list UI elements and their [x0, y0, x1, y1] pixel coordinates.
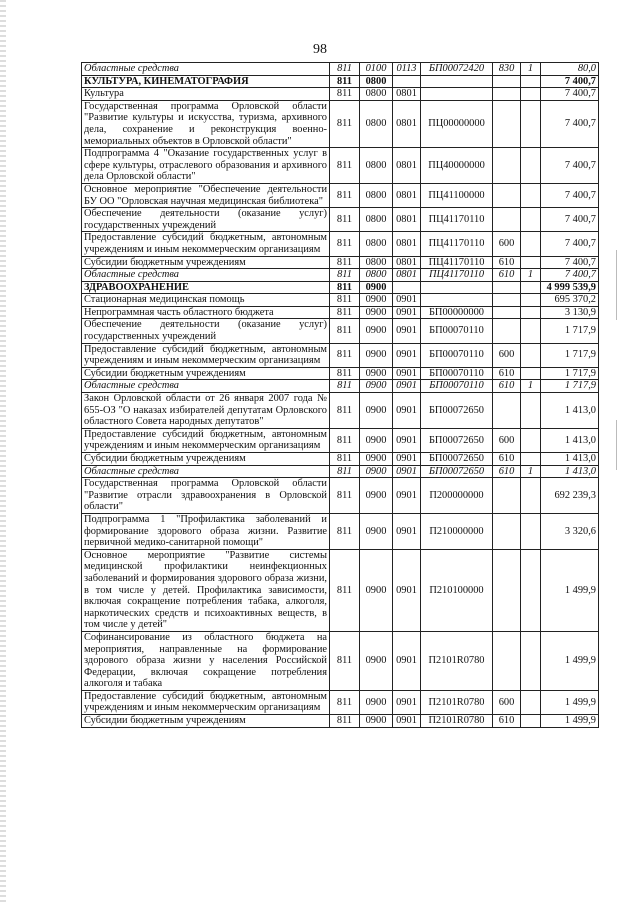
row-name-cell: Областные средства [82, 63, 330, 76]
admin-code-cell: 811 [330, 715, 360, 728]
admin-code-cell: 811 [330, 690, 360, 714]
section-code-cell: 0800 [360, 100, 393, 147]
section-code-cell: 0900 [360, 343, 393, 367]
source-code-cell [521, 183, 541, 207]
admin-code-cell: 811 [330, 269, 360, 282]
section-code-cell: 0800 [360, 148, 393, 184]
target-code-cell: П210000000 [421, 513, 493, 549]
source-code-cell [521, 100, 541, 147]
table-row [82, 232, 599, 256]
expense-type-cell [493, 88, 521, 101]
amount-cell: 7 400,7 [541, 256, 599, 269]
admin-code-cell: 811 [330, 428, 360, 452]
table-row [82, 465, 599, 478]
amount-cell: 4 999 539,9 [541, 281, 599, 294]
source-code-cell [521, 306, 541, 319]
row-name-cell: Непрограммная часть областного бюджета [82, 306, 330, 319]
amount-cell: 3 130,9 [541, 306, 599, 319]
section-code-cell: 0900 [360, 306, 393, 319]
amount-cell: 1 499,9 [541, 549, 599, 631]
expense-type-cell [493, 513, 521, 549]
expense-type-cell [493, 75, 521, 88]
admin-code-cell: 811 [330, 631, 360, 690]
expense-type-cell [493, 549, 521, 631]
section-code-cell: 0900 [360, 631, 393, 690]
subsection-code-cell [393, 281, 421, 294]
section-code-cell: 0800 [360, 208, 393, 232]
table-row [82, 269, 599, 282]
row-name-cell: Закон Орловской области от 26 января 2007 года № 655-ОЗ "О наказах избирателей депутатам Орловского областного Совета народных депутатов" [82, 393, 330, 429]
section-code-cell: 0900 [360, 690, 393, 714]
subsection-code-cell: 0801 [393, 100, 421, 147]
expense-type-cell [493, 281, 521, 294]
source-code-cell: 1 [521, 63, 541, 76]
expense-type-cell [493, 148, 521, 184]
section-code-cell: 0900 [360, 380, 393, 393]
subsection-code-cell: 0901 [393, 393, 421, 429]
section-code-cell: 0900 [360, 281, 393, 294]
target-code-cell: БП00070110 [421, 343, 493, 367]
source-code-cell [521, 319, 541, 343]
amount-cell: 1 413,0 [541, 453, 599, 466]
source-code-cell [521, 690, 541, 714]
admin-code-cell: 811 [330, 306, 360, 319]
admin-code-cell: 811 [330, 319, 360, 343]
expense-type-cell: 610 [493, 715, 521, 728]
row-name-cell: Предоставление субсидий бюджетным, автономным учреждениям и иным некоммерческим организациям [82, 232, 330, 256]
subsection-code-cell: 0901 [393, 343, 421, 367]
table-row [82, 306, 599, 319]
subsection-code-cell: 0801 [393, 183, 421, 207]
target-code-cell: ПЦ00000000 [421, 100, 493, 147]
target-code-cell: БП00072650 [421, 393, 493, 429]
amount-cell: 1 717,9 [541, 343, 599, 367]
row-name-cell: Государственная программа Орловской области "Развитие отрасли здравоохранения в Орловской области" [82, 478, 330, 514]
target-code-cell: ПЦ41170110 [421, 256, 493, 269]
admin-code-cell: 811 [330, 513, 360, 549]
expense-type-cell: 610 [493, 465, 521, 478]
table-row [82, 428, 599, 452]
expense-type-cell: 610 [493, 380, 521, 393]
source-code-cell [521, 367, 541, 380]
subsection-code-cell: 0901 [393, 367, 421, 380]
target-code-cell: П200000000 [421, 478, 493, 514]
amount-cell: 7 400,7 [541, 183, 599, 207]
subsection-code-cell: 0901 [393, 549, 421, 631]
section-code-cell: 0900 [360, 319, 393, 343]
source-code-cell [521, 393, 541, 429]
subsection-code-cell: 0801 [393, 88, 421, 101]
table-row [82, 453, 599, 466]
subsection-code-cell: 0801 [393, 232, 421, 256]
expense-type-cell: 830 [493, 63, 521, 76]
target-code-cell: БП00070110 [421, 319, 493, 343]
subsection-code-cell: 0901 [393, 380, 421, 393]
admin-code-cell: 811 [330, 453, 360, 466]
section-code-cell: 0100 [360, 63, 393, 76]
admin-code-cell: 811 [330, 63, 360, 76]
expense-type-cell [493, 100, 521, 147]
amount-cell: 7 400,7 [541, 88, 599, 101]
source-code-cell [521, 281, 541, 294]
table-row [82, 367, 599, 380]
row-name-cell: Субсидии бюджетным учреждениям [82, 453, 330, 466]
amount-cell: 695 370,2 [541, 294, 599, 307]
row-name-cell: Подпрограмма 4 "Оказание государственных услуг в сфере культуры, отраслевого образования и архивного дела Орловской области" [82, 148, 330, 184]
target-code-cell [421, 75, 493, 88]
source-code-cell [521, 631, 541, 690]
row-name-cell: Культура [82, 88, 330, 101]
section-code-cell: 0800 [360, 88, 393, 101]
row-name-cell: ЗДРАВООХРАНЕНИЕ [82, 281, 330, 294]
admin-code-cell: 811 [330, 208, 360, 232]
table-row [82, 393, 599, 429]
source-code-cell [521, 88, 541, 101]
subsection-code-cell: 0801 [393, 269, 421, 282]
admin-code-cell: 811 [330, 281, 360, 294]
amount-cell: 7 400,7 [541, 232, 599, 256]
amount-cell: 1 499,9 [541, 715, 599, 728]
row-name-cell: Областные средства [82, 269, 330, 282]
expense-type-cell: 600 [493, 343, 521, 367]
section-code-cell: 0800 [360, 269, 393, 282]
row-name-cell: Областные средства [82, 465, 330, 478]
amount-cell: 7 400,7 [541, 208, 599, 232]
admin-code-cell: 811 [330, 465, 360, 478]
subsection-code-cell: 0901 [393, 715, 421, 728]
amount-cell: 1 499,9 [541, 631, 599, 690]
source-code-cell [521, 478, 541, 514]
subsection-code-cell: 0901 [393, 453, 421, 466]
expense-type-cell [493, 478, 521, 514]
target-code-cell: ПЦ41170110 [421, 269, 493, 282]
section-code-cell: 0800 [360, 183, 393, 207]
expense-type-cell [493, 319, 521, 343]
target-code-cell: П2101R0780 [421, 631, 493, 690]
admin-code-cell: 811 [330, 343, 360, 367]
source-code-cell [521, 208, 541, 232]
scan-left-edge [0, 0, 6, 905]
row-name-cell: Государственная программа Орловской области "Развитие культуры и искусства, туризма, архивного дела, сохранение и реконструкция военно-мемориальных объектов в Орловской области" [82, 100, 330, 147]
subsection-code-cell: 0901 [393, 690, 421, 714]
table-row [82, 319, 599, 343]
source-code-cell [521, 75, 541, 88]
amount-cell: 1 499,9 [541, 690, 599, 714]
expense-type-cell: 610 [493, 256, 521, 269]
section-code-cell: 0900 [360, 294, 393, 307]
section-code-cell: 0900 [360, 428, 393, 452]
amount-cell: 1 717,9 [541, 319, 599, 343]
amount-cell: 1 717,9 [541, 367, 599, 380]
admin-code-cell: 811 [330, 294, 360, 307]
table-row [82, 690, 599, 714]
source-code-cell [521, 343, 541, 367]
source-code-cell [521, 453, 541, 466]
section-code-cell: 0900 [360, 453, 393, 466]
source-code-cell [521, 428, 541, 452]
target-code-cell: БП00070110 [421, 367, 493, 380]
target-code-cell: П210100000 [421, 549, 493, 631]
target-code-cell: БП00072420 [421, 63, 493, 76]
table-row [82, 478, 599, 514]
amount-cell: 7 400,7 [541, 100, 599, 147]
section-code-cell: 0900 [360, 549, 393, 631]
source-code-cell [521, 294, 541, 307]
expense-type-cell: 600 [493, 428, 521, 452]
table-row [82, 380, 599, 393]
admin-code-cell: 811 [330, 393, 360, 429]
admin-code-cell: 811 [330, 380, 360, 393]
admin-code-cell: 811 [330, 88, 360, 101]
table-row [82, 343, 599, 367]
budget-table [81, 62, 599, 728]
subsection-code-cell: 0113 [393, 63, 421, 76]
subsection-code-cell: 0901 [393, 306, 421, 319]
target-code-cell: БП00072650 [421, 428, 493, 452]
target-code-cell: БП00072650 [421, 465, 493, 478]
row-name-cell: Субсидии бюджетным учреждениям [82, 367, 330, 380]
expense-type-cell [493, 294, 521, 307]
row-name-cell: Основное мероприятие "Обеспечение деятельности БУ ОО "Орловская научная медицинская библиотека" [82, 183, 330, 207]
amount-cell: 1 717,9 [541, 380, 599, 393]
row-name-cell: Субсидии бюджетным учреждениям [82, 256, 330, 269]
table-row [82, 208, 599, 232]
subsection-code-cell: 0801 [393, 256, 421, 269]
admin-code-cell: 811 [330, 232, 360, 256]
target-code-cell [421, 281, 493, 294]
target-code-cell: ПЦ41170110 [421, 232, 493, 256]
section-code-cell: 0900 [360, 367, 393, 380]
subsection-code-cell: 0901 [393, 631, 421, 690]
table-row [82, 513, 599, 549]
amount-cell: 80,0 [541, 63, 599, 76]
row-name-cell: Обеспечение деятельности (оказание услуг) государственных учреждений [82, 319, 330, 343]
section-code-cell: 0900 [360, 478, 393, 514]
row-name-cell: Областные средства [82, 380, 330, 393]
row-name-cell: Основное мероприятие "Развитие системы медицинской профилактики неинфекционных заболеваний и формирования здорового образа жизни, в том числе у детей. Профилактика зависимости, включая сокращение потребления табака, алкоголя, наркотических средств и психоактивных веществ, в том числе у детей" [82, 549, 330, 631]
table-row [82, 294, 599, 307]
amount-cell: 3 320,6 [541, 513, 599, 549]
subsection-code-cell: 0901 [393, 319, 421, 343]
source-code-cell [521, 232, 541, 256]
target-code-cell: П2101R0780 [421, 715, 493, 728]
row-name-cell: КУЛЬТУРА, КИНЕМАТОГРАФИЯ [82, 75, 330, 88]
expense-type-cell [493, 208, 521, 232]
table-row [82, 281, 599, 294]
table-row [82, 183, 599, 207]
admin-code-cell: 811 [330, 478, 360, 514]
row-name-cell: Предоставление субсидий бюджетным, автономным учреждениям и иным некоммерческим организациям [82, 690, 330, 714]
target-code-cell: ПЦ40000000 [421, 148, 493, 184]
target-code-cell: БП00070110 [421, 380, 493, 393]
target-code-cell: БП00072650 [421, 453, 493, 466]
row-name-cell: Предоставление субсидий бюджетным, автономным учреждениям и иным некоммерческим организациям [82, 428, 330, 452]
row-name-cell: Предоставление субсидий бюджетным, автономным учреждениям и иным некоммерческим организациям [82, 343, 330, 367]
admin-code-cell: 811 [330, 100, 360, 147]
expense-type-cell [493, 393, 521, 429]
amount-cell: 692 239,3 [541, 478, 599, 514]
table-row [82, 256, 599, 269]
section-code-cell: 0800 [360, 232, 393, 256]
admin-code-cell: 811 [330, 183, 360, 207]
page-number: 98 [313, 42, 327, 57]
row-name-cell: Субсидии бюджетным учреждениям [82, 715, 330, 728]
subsection-code-cell: 0901 [393, 428, 421, 452]
section-code-cell: 0900 [360, 513, 393, 549]
source-code-cell [521, 513, 541, 549]
row-name-cell: Подпрограмма 1 "Профилактика заболеваний и формирование здорового образа жизни. Развитие первичной медико-санитарной помощи" [82, 513, 330, 549]
source-code-cell [521, 549, 541, 631]
section-code-cell: 0800 [360, 256, 393, 269]
table-row [82, 63, 599, 76]
table-row [82, 631, 599, 690]
expense-type-cell: 610 [493, 453, 521, 466]
subsection-code-cell: 0801 [393, 208, 421, 232]
subsection-code-cell: 0901 [393, 513, 421, 549]
expense-type-cell [493, 306, 521, 319]
amount-cell: 1 413,0 [541, 465, 599, 478]
amount-cell: 1 413,0 [541, 428, 599, 452]
table-row [82, 715, 599, 728]
source-code-cell [521, 148, 541, 184]
table-row [82, 549, 599, 631]
table-row [82, 75, 599, 88]
expense-type-cell [493, 631, 521, 690]
source-code-cell: 1 [521, 269, 541, 282]
target-code-cell [421, 294, 493, 307]
scan-margin-mark [616, 250, 617, 320]
source-code-cell [521, 256, 541, 269]
admin-code-cell: 811 [330, 367, 360, 380]
table-row [82, 88, 599, 101]
row-name-cell: Стационарная медицинская помощь [82, 294, 330, 307]
table-row [82, 100, 599, 147]
expense-type-cell: 610 [493, 269, 521, 282]
table-row [82, 148, 599, 184]
source-code-cell [521, 715, 541, 728]
section-code-cell: 0900 [360, 465, 393, 478]
row-name-cell: Софинансирование из областного бюджета на мероприятия, направленные на формирование здорового образа жизни у населения Российской Федерации, включая сокращение потребления алкоголя и табака [82, 631, 330, 690]
expense-type-cell: 600 [493, 232, 521, 256]
expense-type-cell [493, 183, 521, 207]
subsection-code-cell: 0901 [393, 478, 421, 514]
section-code-cell: 0800 [360, 75, 393, 88]
admin-code-cell: 811 [330, 256, 360, 269]
admin-code-cell: 811 [330, 148, 360, 184]
target-code-cell: ПЦ41100000 [421, 183, 493, 207]
section-code-cell: 0900 [360, 715, 393, 728]
subsection-code-cell: 0801 [393, 148, 421, 184]
expense-type-cell: 600 [493, 690, 521, 714]
subsection-code-cell [393, 75, 421, 88]
row-name-cell: Обеспечение деятельности (оказание услуг) государственных учреждений [82, 208, 330, 232]
expense-type-cell: 610 [493, 367, 521, 380]
source-code-cell: 1 [521, 465, 541, 478]
subsection-code-cell: 0901 [393, 465, 421, 478]
target-code-cell: ПЦ41170110 [421, 208, 493, 232]
target-code-cell [421, 88, 493, 101]
target-code-cell: П2101R0780 [421, 690, 493, 714]
subsection-code-cell: 0901 [393, 294, 421, 307]
admin-code-cell: 811 [330, 75, 360, 88]
scan-margin-mark [616, 420, 617, 470]
admin-code-cell: 811 [330, 549, 360, 631]
source-code-cell: 1 [521, 380, 541, 393]
amount-cell: 7 400,7 [541, 75, 599, 88]
section-code-cell: 0900 [360, 393, 393, 429]
amount-cell: 7 400,7 [541, 148, 599, 184]
target-code-cell: БП00000000 [421, 306, 493, 319]
amount-cell: 1 413,0 [541, 393, 599, 429]
amount-cell: 7 400,7 [541, 269, 599, 282]
